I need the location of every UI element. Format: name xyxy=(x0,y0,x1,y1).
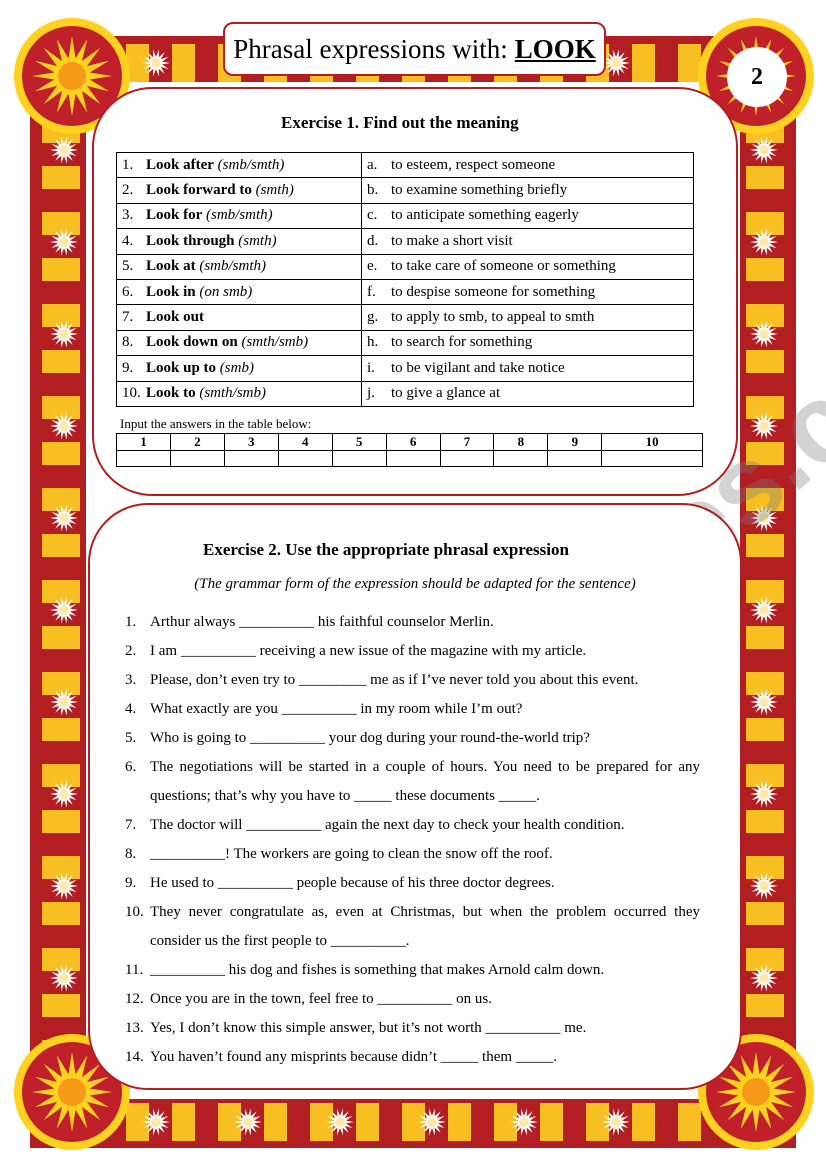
border-stripe xyxy=(746,580,784,603)
sentence-number: 7. xyxy=(125,817,137,833)
border-stripe xyxy=(42,672,80,695)
answer-header-cell: 6 xyxy=(386,434,440,451)
meaning-letter: b. xyxy=(367,182,379,199)
meaning-text: to examine something briefly xyxy=(391,182,568,199)
phrase-cell xyxy=(117,229,362,254)
border-stripe xyxy=(746,258,784,281)
answer-header-cell: 7 xyxy=(440,434,494,451)
list-item xyxy=(125,811,700,840)
meaning-text: to apply to smb, to appeal to smth xyxy=(391,309,595,326)
phrase-number: 1. xyxy=(122,156,134,173)
phrase-number: 10. xyxy=(122,385,141,402)
meaning-cell xyxy=(362,305,694,330)
phrase-note: (smb/smth) xyxy=(217,156,285,173)
sentence-text: The negotiations will be started in a couple of hours. You need to be prepared for any questions; that’s why you have to _____ these documents _____. xyxy=(150,759,700,804)
phrase-cell xyxy=(117,305,362,330)
border-stripe xyxy=(42,212,80,235)
meaning-letter: d. xyxy=(367,232,379,249)
border-stripe xyxy=(746,994,784,1017)
meaning-letter: i. xyxy=(367,359,375,376)
table-row xyxy=(117,279,694,304)
answer-header-cell: 9 xyxy=(548,434,602,451)
answer-header-cell: 1 xyxy=(117,434,171,451)
meaning-letter: a. xyxy=(367,156,378,173)
sentence-number: 12. xyxy=(125,991,144,1007)
phrase-verb: Look up to xyxy=(146,359,217,376)
phrase-cell xyxy=(117,153,362,178)
border-stripe xyxy=(42,626,80,649)
meaning-cell xyxy=(362,229,694,254)
border-stripe xyxy=(746,718,784,741)
answer-blank-cell[interactable] xyxy=(386,451,440,467)
exercise2-title: Exercise 2. Use the appropriate phrasal expression xyxy=(203,540,569,559)
border-stripe xyxy=(42,442,80,465)
border-stripe xyxy=(356,1103,379,1141)
border-stripe xyxy=(42,350,80,373)
list-item xyxy=(125,753,700,811)
phrase-note: (smb) xyxy=(219,359,254,376)
border-stripe xyxy=(746,764,784,787)
border-stripe xyxy=(746,810,784,833)
table-row xyxy=(117,203,694,228)
matching-table xyxy=(116,152,694,407)
border-stripe xyxy=(42,304,80,327)
sentence-text: __________ his dog and fishes is something that makes Arnold calm down. xyxy=(150,962,605,978)
sentence-number: 9. xyxy=(125,875,137,891)
sentence-number: 4. xyxy=(125,701,137,717)
phrase-verb: Look to xyxy=(146,385,196,402)
phrase-verb: Look after xyxy=(146,156,214,173)
phrase-cell xyxy=(117,279,362,304)
border-stripe xyxy=(42,488,80,511)
phrase-note: (smth) xyxy=(238,232,277,249)
sentence-number: 2. xyxy=(125,643,137,659)
phrase-cell xyxy=(117,381,362,406)
meaning-letter: e. xyxy=(367,258,378,275)
border-stripe xyxy=(448,1103,471,1141)
meaning-cell xyxy=(362,330,694,355)
border-stripe xyxy=(746,948,784,971)
answer-blank-cell[interactable] xyxy=(494,451,548,467)
sentence-number: 14. xyxy=(125,1049,144,1065)
meaning-text: to search for something xyxy=(391,334,533,351)
sentence-text: He used to __________ people because of his three doctor degrees. xyxy=(150,875,555,891)
phrase-verb: Look in xyxy=(146,283,196,300)
meaning-cell xyxy=(362,381,694,406)
title-prefix: Phrasal expressions with: xyxy=(233,33,508,64)
border-stripe xyxy=(42,396,80,419)
meaning-text: to despise someone for something xyxy=(391,283,596,300)
meaning-letter: g. xyxy=(367,309,379,326)
answer-header-cell: 2 xyxy=(170,434,224,451)
meaning-cell xyxy=(362,153,694,178)
border-stripe xyxy=(746,166,784,189)
sentence-text: Who is going to __________ your dog during your round-the-world trip? xyxy=(150,730,590,746)
sentence-list xyxy=(125,608,700,1072)
phrase-verb: Look out xyxy=(146,309,204,326)
answer-blank-cell[interactable] xyxy=(332,451,386,467)
answer-blank-cell[interactable] xyxy=(224,451,278,467)
list-item xyxy=(125,956,700,985)
answer-table xyxy=(116,433,703,467)
phrase-number: 7. xyxy=(122,309,134,326)
answer-blank-cell[interactable] xyxy=(170,451,224,467)
phrase-cell xyxy=(117,254,362,279)
phrase-cell xyxy=(117,203,362,228)
phrase-verb: Look for xyxy=(146,207,203,224)
sentence-text: I am __________ receiving a new issue of the magazine with my article. xyxy=(150,643,587,659)
list-item xyxy=(125,1043,700,1072)
phrase-verb: Look down on xyxy=(146,334,238,351)
phrase-note: (smth) xyxy=(255,182,294,199)
sentence-number: 3. xyxy=(125,672,137,688)
table-row xyxy=(117,381,694,406)
border-stripe xyxy=(746,212,784,235)
border-stripe xyxy=(42,718,80,741)
border-stripe xyxy=(632,44,655,82)
table-row xyxy=(117,330,694,355)
sentence-number: 1. xyxy=(125,614,137,630)
phrase-verb: Look through xyxy=(146,232,235,249)
phrase-verb: Look forward to xyxy=(146,182,252,199)
meaning-cell xyxy=(362,356,694,381)
sentence-text: Please, don’t even try to _________ me as if I’ve never told you about this event. xyxy=(150,672,639,688)
sentence-number: 6. xyxy=(125,759,137,775)
sentence-text: What exactly are you __________ in my room while I’m out? xyxy=(150,701,523,717)
list-item xyxy=(125,666,700,695)
meaning-cell xyxy=(362,254,694,279)
meaning-text: to be vigilant and take notice xyxy=(391,359,565,376)
answer-blank-cell[interactable] xyxy=(602,451,703,467)
border-stripe xyxy=(746,350,784,373)
phrase-note: (smth/smb) xyxy=(199,385,267,402)
answer-blank-cell[interactable] xyxy=(278,451,332,467)
page-number: 2 xyxy=(727,47,787,107)
list-item xyxy=(125,840,700,869)
sentence-number: 10. xyxy=(125,904,144,920)
border-stripe xyxy=(42,764,80,787)
answer-header-cell: 3 xyxy=(224,434,278,451)
phrase-number: 4. xyxy=(122,232,134,249)
border-stripe xyxy=(746,304,784,327)
sentence-number: 5. xyxy=(125,730,137,746)
phrase-note: (on smb) xyxy=(199,283,253,300)
answer-header-cell: 5 xyxy=(332,434,386,451)
list-item xyxy=(125,869,700,898)
sentence-number: 8. xyxy=(125,846,137,862)
list-item xyxy=(125,608,700,637)
title-keyword: LOOK xyxy=(514,33,596,64)
table-row xyxy=(117,356,694,381)
answer-blank-cell[interactable] xyxy=(548,451,602,467)
sentence-text: The doctor will __________ again the next day to check your health condition. xyxy=(150,817,625,833)
phrase-number: 3. xyxy=(122,207,134,224)
list-item xyxy=(125,637,700,666)
meaning-letter: j. xyxy=(367,385,375,402)
table-row xyxy=(117,254,694,279)
meaning-cell xyxy=(362,178,694,203)
border-stripe xyxy=(42,994,80,1017)
border-stripe xyxy=(42,948,80,971)
sentence-text: Once you are in the town, feel free to __________ on us. xyxy=(150,991,492,1007)
border-stripe xyxy=(264,1103,287,1141)
list-item xyxy=(125,1014,700,1043)
phrase-note: (smth/smb) xyxy=(241,334,309,351)
sentence-text: __________! The workers are going to clean the snow off the roof. xyxy=(150,846,553,862)
exercise2-subtitle: (The grammar form of the expression should be adapted for the sentence) xyxy=(194,576,636,592)
list-item xyxy=(125,724,700,753)
border-stripe xyxy=(42,856,80,879)
meaning-text: to make a short visit xyxy=(391,232,513,249)
border-stripe xyxy=(678,44,701,82)
border-stripe xyxy=(746,626,784,649)
phrase-cell xyxy=(117,356,362,381)
border-stripe xyxy=(746,672,784,695)
phrase-number: 9. xyxy=(122,359,134,376)
phrase-cell xyxy=(117,330,362,355)
answer-hint: Input the answers in the table below: xyxy=(120,416,312,431)
list-item xyxy=(125,985,700,1014)
border-stripe xyxy=(42,902,80,925)
border-stripe xyxy=(632,1103,655,1141)
sentence-number: 13. xyxy=(125,1020,144,1036)
border-stripe xyxy=(172,1103,195,1141)
list-item xyxy=(125,695,700,724)
phrase-number: 6. xyxy=(122,283,134,300)
table-row xyxy=(117,305,694,330)
border-stripe xyxy=(678,1103,701,1141)
phrase-cell xyxy=(117,178,362,203)
meaning-text: to give a glance at xyxy=(391,385,501,402)
answer-header-cell: 4 xyxy=(278,434,332,451)
sentence-text: You haven’t found any misprints because didn’t _____ them _____. xyxy=(150,1049,558,1065)
phrase-verb: Look at xyxy=(146,258,196,275)
answer-header-cell: 8 xyxy=(494,434,548,451)
sentence-text: Arthur always __________ his faithful counselor Merlin. xyxy=(150,614,494,630)
meaning-cell xyxy=(362,279,694,304)
worksheet-title xyxy=(223,22,606,76)
sentence-text: Yes, I don’t know this simple answer, but it’s not worth __________ me. xyxy=(150,1020,587,1036)
meaning-letter: f. xyxy=(367,283,376,300)
list-item xyxy=(125,898,700,956)
table-row xyxy=(117,178,694,203)
answer-header-cell: 10 xyxy=(602,434,703,451)
border-stripe xyxy=(42,580,80,603)
border-stripe xyxy=(746,902,784,925)
phrase-number: 5. xyxy=(122,258,134,275)
phrase-number: 8. xyxy=(122,334,134,351)
meaning-text: to esteem, respect someone xyxy=(391,156,556,173)
meaning-text: to anticipate something eagerly xyxy=(391,207,579,224)
phrase-note: (smb/smth) xyxy=(206,207,273,224)
exercise1-title: Exercise 1. Find out the meaning xyxy=(281,113,519,132)
meaning-letter: h. xyxy=(367,334,379,351)
sentence-text: They never congratulate as, even at Christmas, but when the problem occurred they consider us the first people to __________. xyxy=(150,904,700,949)
phrase-number: 2. xyxy=(122,182,134,199)
border-stripe xyxy=(746,856,784,879)
border-stripe xyxy=(42,810,80,833)
border-stripe xyxy=(42,166,80,189)
answer-blank-cell[interactable] xyxy=(440,451,494,467)
meaning-letter: c. xyxy=(367,207,378,224)
border-stripe xyxy=(42,258,80,281)
table-row xyxy=(117,229,694,254)
phrase-note: (smb/smth) xyxy=(199,258,267,275)
meaning-cell xyxy=(362,203,694,228)
border-stripe xyxy=(540,1103,563,1141)
table-row xyxy=(117,153,694,178)
border-stripe xyxy=(42,534,80,557)
answer-blank-cell[interactable] xyxy=(117,451,171,467)
meaning-text: to take care of someone or something xyxy=(391,258,616,275)
sentence-number: 11. xyxy=(125,962,144,978)
border-stripe xyxy=(172,44,195,82)
